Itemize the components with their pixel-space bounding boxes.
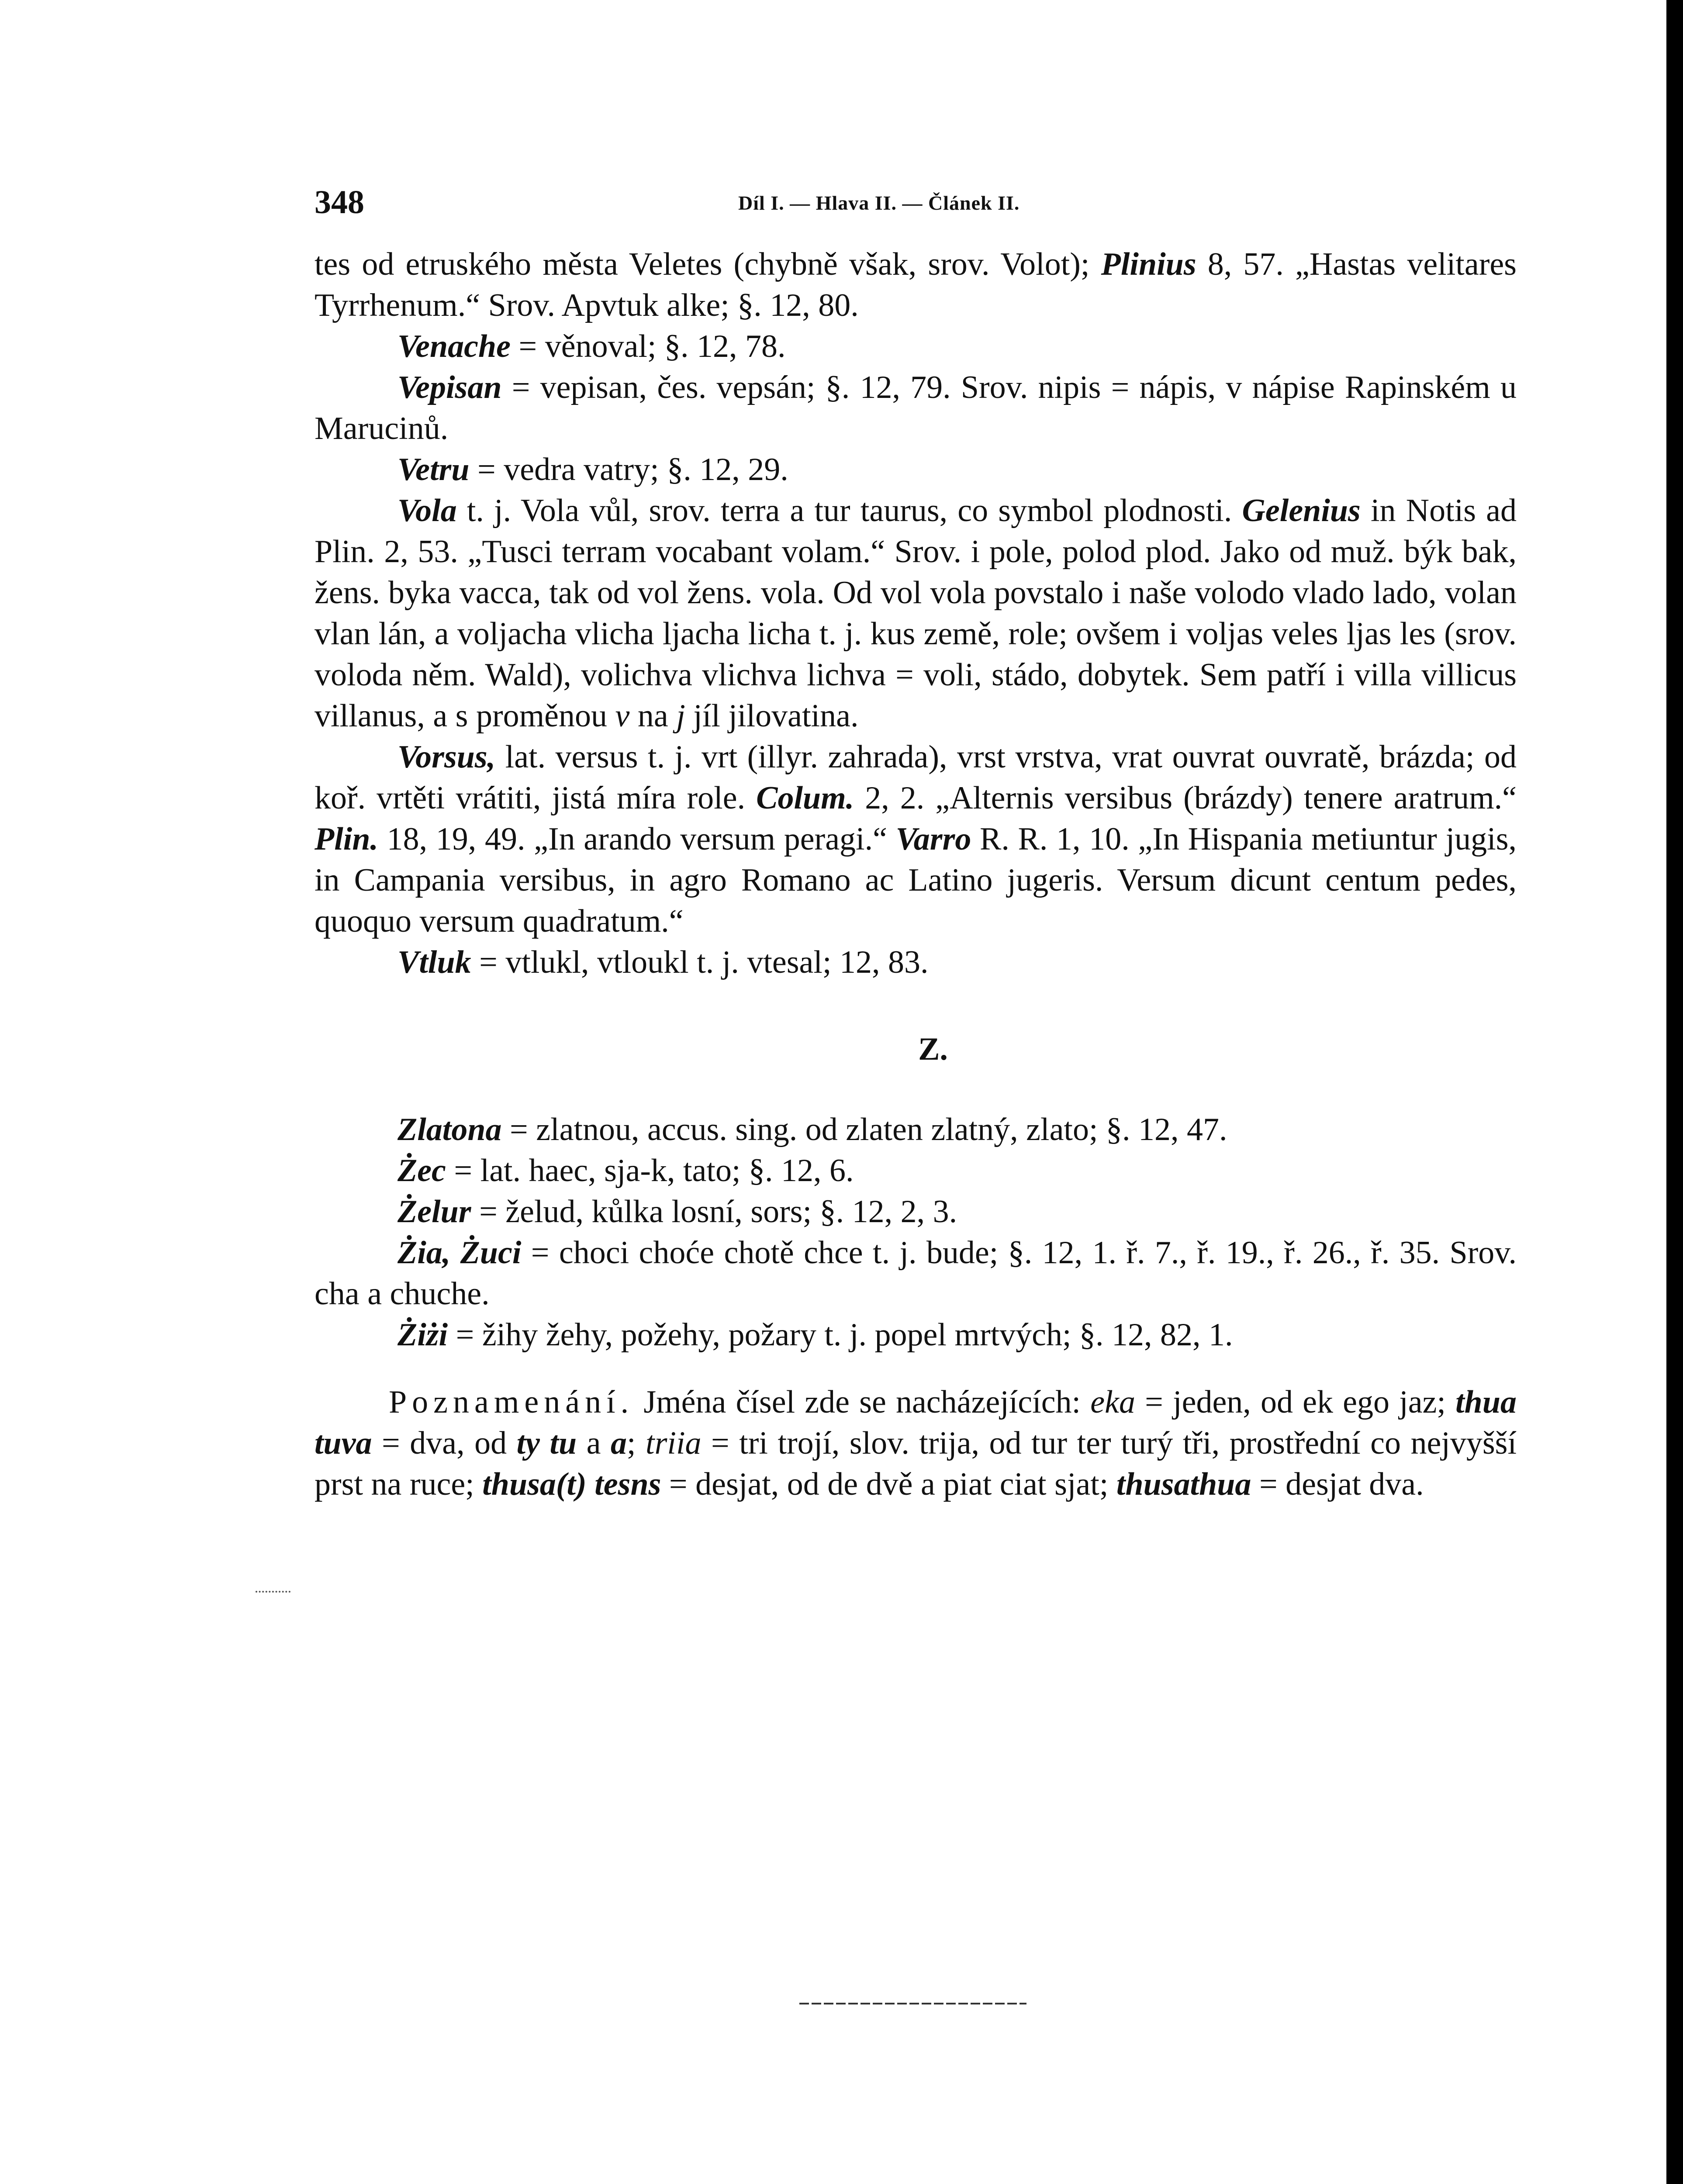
italic-term: thusathua — [1116, 1466, 1251, 1502]
entry-definition: in Notis ad Plin. 2, 53. „Tusci terram vocabant volam.“ Srov. i pole, polod plod. Jako od muž. býk bak, žens. byka vacca, tak od vol žens. vola. Od vol vola povstalo i naše volodo vlado lado, volan vlan lán, a voljacha vlicha ljacha licha t. j. kus země, role; ovšem i voljas veles ljas les (srov. voloda něm. Wald), volichva vlichva lichva = voli, stádo, dobytek. Sem patří i villa villicus villanus, a s proměnou — [314, 493, 1517, 734]
entry-headword: Venache — [397, 328, 511, 364]
entry-vtluk — [314, 942, 1517, 983]
citation-author: Plinius — [1101, 246, 1196, 282]
spacer — [314, 1355, 1517, 1382]
entry-definition: = zlatnou, accus. sing. od zlaten zlatný, zlato; §. 12, 47. — [501, 1112, 1227, 1147]
entry-zlatona — [314, 1109, 1517, 1150]
scan-edge-right — [1666, 0, 1683, 2184]
entry-definition: = žihy žehy, požehy, požary t. j. popel mrtvých; §. 12, 82, 1. — [448, 1317, 1233, 1353]
entry-headword: Vorsus, — [397, 739, 496, 775]
entry-zelur — [314, 1191, 1517, 1232]
entry-definition: R. R. 1, 10. „In Hispania metiuntur jugis, in Campania versibus, in agro Romano ac Latino jugeris. Versum dicunt centum pedes, quoquo versum quadratum.“ — [314, 821, 1517, 939]
text-run: = tri trojí, slov. trija, od tur ter turý tři, prostřední co nejvyšší prst na ruce; — [314, 1425, 1517, 1502]
italic-term: a — [611, 1425, 627, 1461]
entry-vepisan — [314, 367, 1517, 449]
text-run: 8, 57. „Hastas velitares Tyrrhenum.“ Srov. Apvtuk alke; §. 12, 80. — [314, 246, 1517, 323]
entry-headword: Vtluk — [397, 944, 471, 980]
entry-headword: Żia, Żuci — [397, 1235, 522, 1271]
entry-definition: = vepisan, čes. vepsán; §. 12, 79. Srov. nipis = nápis, v nápise Rapinském u Marucinů. — [314, 370, 1517, 446]
entry-zia-zuci — [314, 1232, 1517, 1314]
text-run: ; — [627, 1425, 646, 1461]
text-run: = dva, od — [372, 1425, 517, 1461]
entry-headword: Vepisan — [397, 370, 502, 405]
entry-definition: 18, 19, 49. „In arando versum peragi.“ — [378, 821, 896, 857]
note-paragraph — [314, 1382, 1517, 1505]
entry-venache — [314, 326, 1517, 367]
entry-definition: = lat. haec, sja-k, tato; §. 12, 6. — [446, 1153, 854, 1189]
page-number: 348 — [314, 184, 364, 221]
text-run: jíl jilovatina. — [685, 698, 859, 734]
italic-term: triia — [646, 1425, 702, 1461]
entry-headword: Vetru — [397, 452, 470, 487]
entry-vetru — [314, 449, 1517, 490]
running-head: Díl I. — Hlava II. — Článek II. — [738, 192, 1020, 214]
citation-author: Plin. — [314, 821, 378, 857]
italic-term: ty tu — [516, 1425, 577, 1461]
page-header — [314, 183, 1520, 222]
entry-definition: t. j. Vola vůl, srov. terra a tur taurus, co symbol plodnosti. — [456, 493, 1242, 529]
entry-definition: = želud, kůlka losní, sors; §. 12, 2, 3. — [471, 1194, 957, 1230]
entry-definition: = vedra vatry; §. 12, 29. — [469, 452, 788, 487]
citation-author: Varro — [895, 821, 971, 857]
entry-definition: = choci choće chotě chce t. j. bude; §. 12, 1. ř. 7., ř. 19., ř. 26., ř. 35. Srov. cha a chuche. — [314, 1235, 1517, 1312]
italic-term: thua tuva — [314, 1384, 1517, 1461]
entry-zizi — [314, 1314, 1517, 1355]
margin-mark — [256, 1591, 290, 1595]
entry-headword: Vola — [397, 493, 457, 529]
body-text — [314, 244, 1517, 1505]
entry-headword: Żec — [397, 1153, 446, 1189]
citation-author: Gelenius — [1242, 493, 1361, 529]
text-run: a — [577, 1425, 611, 1461]
entry-vola — [314, 490, 1517, 736]
text-run: = desjat dva. — [1251, 1466, 1424, 1502]
entry-definition: = věnoval; §. 12, 78. — [511, 328, 786, 364]
entry-vorsus — [314, 736, 1517, 942]
italic-letter: j — [676, 698, 685, 734]
text-run: = jeden, od ek ego jaz; — [1135, 1384, 1456, 1420]
text-run: na — [629, 698, 677, 734]
italic-term: thusa(t) tesns — [482, 1466, 661, 1502]
text-run: = desjat, od de dvě a piat ciat sjat; — [661, 1466, 1116, 1502]
section-heading-z: Z. — [918, 1031, 948, 1067]
note-label: Poznamenání. — [389, 1384, 634, 1420]
entry-definition: 2, 2. „Alternis versibus (brázdy) tenere aratrum.“ — [854, 780, 1517, 816]
paragraph-tes — [314, 244, 1517, 326]
text-run: Jména čísel zde se nacházejících: — [634, 1384, 1091, 1420]
entry-headword: Zlatona — [397, 1112, 502, 1147]
entry-zec — [314, 1150, 1517, 1191]
entry-definition: lat. versus t. j. vrt (illyr. zahrada), vrst vrstva, vrat ouvrat ouvratě, brázda; od koř. vrtěti vrátiti, jistá míra role. — [314, 739, 1517, 816]
italic-term: eka — [1090, 1384, 1135, 1420]
entry-headword: Żiżi — [397, 1317, 448, 1353]
end-rule — [799, 2003, 1026, 2004]
text-run: tes od etruského města Veletes (chybně však, srov. Volot); — [314, 246, 1101, 282]
entry-headword: Żelur — [397, 1194, 471, 1230]
italic-letter: v — [615, 698, 630, 734]
entry-definition: = vtlukl, vtloukl t. j. vtesal; 12, 83. — [471, 944, 929, 980]
citation-author: Colum. — [756, 780, 854, 816]
